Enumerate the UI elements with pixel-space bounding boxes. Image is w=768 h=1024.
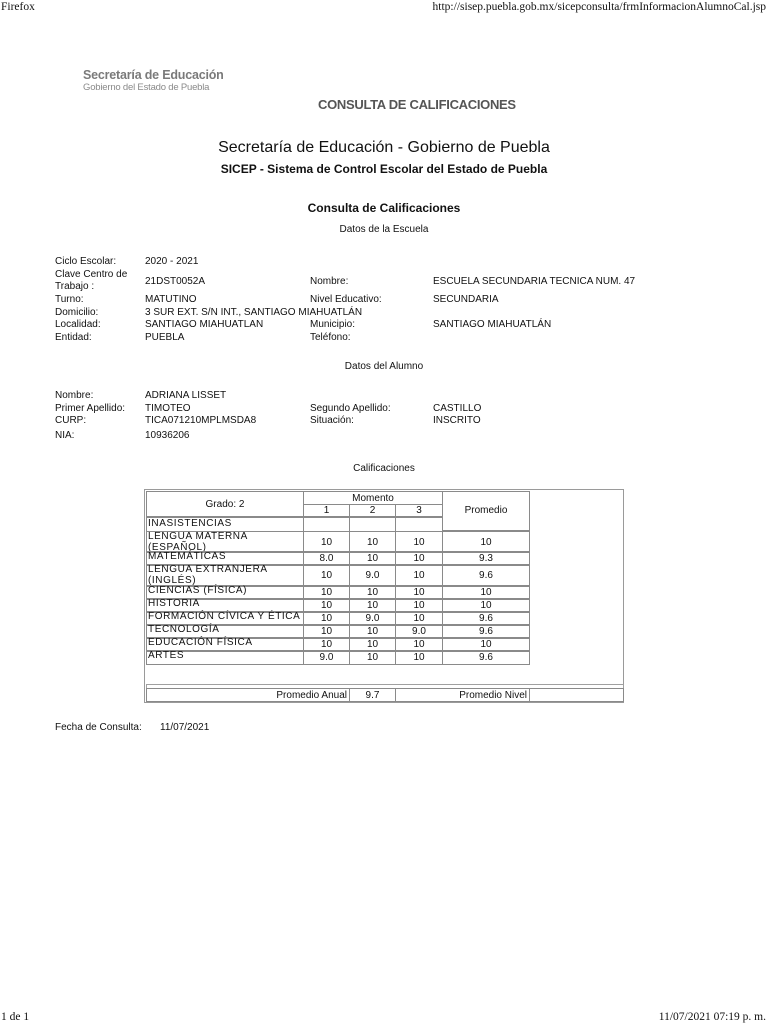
print-browser-name: Firefox [1,1,35,13]
promedio-value: 10 [480,600,492,611]
promedio-value: 10 [480,639,492,650]
momento-2-label: 2 [369,505,376,516]
momento-2-header [349,504,396,517]
grade-value: 10 [320,639,333,650]
domicilio-label: Domicilio: [55,307,99,318]
grade-value: 10 [413,652,425,663]
promedio-anual-cell [349,688,396,702]
subject-name: MATEMÁTICAS [148,551,227,562]
entidad-value: PUEBLA [145,332,185,343]
grade-value: 10 [413,537,425,548]
print-timestamp: 11/07/2021 07:19 p. m. [658,1011,766,1023]
promedio-cell [442,650,530,665]
momento-3-header [395,504,443,517]
consulta-label: Fecha de Consulta: [55,722,142,733]
ciclo-value: 2020 - 2021 [145,256,199,267]
apellido2-label: Segundo Apellido: [310,403,391,414]
promedio-anual-value: 9.7 [365,690,380,701]
localidad-label: Localidad: [55,319,101,330]
subject-name: LENGUA EXTRANJERA [148,564,268,575]
page-banner: CONSULTA DE CALIFICACIONES [318,97,516,112]
subject-name: ARTES [148,650,185,661]
grade-value: 10 [320,600,333,611]
grade-cell [303,650,350,665]
promedio-nivel-label-cell [395,688,530,702]
clave-label-line2: Trabajo : [55,281,95,292]
subject-name: LENGUA MATERNA [148,531,248,542]
grade-value: 9.0 [365,613,380,624]
subject-cell [146,564,304,587]
grade-value: 9.0 [319,652,334,663]
subject-cell [146,531,304,553]
school-heading: Datos de la Escuela [339,224,429,235]
logo-subtitle: Gobierno del Estado de Puebla [83,82,210,93]
municipio-value: SANTIAGO MIAHUATLÁN [433,319,552,330]
grado-label: Grado: 2 [205,499,245,510]
grades-heading: Calificaciones [353,463,415,474]
grade-value: 10 [413,553,425,564]
inasistencias-cell-3 [395,517,443,532]
page-subtitle: SICEP - Sistema de Control Escolar del Estado de Puebla [220,162,548,176]
promedio-value: 9.6 [479,626,493,637]
promedio-cell [442,531,530,553]
school-name-label: Nombre: [310,276,349,287]
grade-value: 10 [366,553,379,564]
grade-value: 10 [320,626,333,637]
promedio-nivel-cell [529,688,624,702]
situacion-value: INSCRITO [433,415,481,426]
promedio-value: 9.6 [479,652,493,663]
grade-cell [349,650,396,665]
apellido1-value: TIMOTEO [145,403,191,414]
promedio-value: 10 [480,537,492,548]
grade-cell [349,531,396,553]
turno-value: MATUTINO [145,294,197,305]
grades-table [144,489,624,703]
momento-label: Momento [352,493,394,504]
telefono-label: Teléfono: [310,332,351,343]
grade-cell [395,531,443,553]
grade-cell [303,564,350,587]
subject-name: HISTORIA [148,598,200,609]
grade-value: 9.0 [365,570,380,581]
momento-1-label: 1 [323,505,330,516]
localidad-value: SANTIAGO MIAHUATLAN [145,319,264,330]
grade-value: 10 [366,652,379,663]
domicilio-value: 3 SUR EXT. S/N INT., SANTIAGO MIAHUATLÁN [145,307,363,318]
curp-label: CURP: [55,415,87,426]
print-url: http://sisep.puebla.gob.mx/sicepconsulta/frmInformacionAlumnoCal.jsp [432,1,766,13]
turno-label: Turno: [55,294,84,305]
grade-cell [349,564,396,587]
grade-value: 10 [366,587,379,598]
clave-label-line1: Clave Centro de [55,269,128,280]
promedio-value: 9.6 [479,613,493,624]
grade-value: 8.0 [319,553,334,564]
subject-name-line2: (INGLÉS) [148,575,197,586]
situacion-label: Situación: [310,415,354,426]
grade-value: 10 [320,537,333,548]
inasistencias-row [146,517,304,532]
promedio-cell [442,564,530,587]
inasistencias-cell-1 [303,517,350,532]
apellido2-value: CASTILLO [433,403,482,414]
grado-header [146,491,304,517]
subject-cell [146,650,304,665]
grade-value: 10 [366,639,379,650]
grade-value: 10 [320,613,333,624]
inasistencias-cell-2 [349,517,396,532]
grade-value: 10 [320,587,333,598]
section-title: Consulta de Calificaciones [307,201,461,215]
promedio-label: Promedio [464,505,508,516]
grade-value: 9.0 [412,626,426,637]
nia-value: 10936206 [145,430,190,441]
nivel-value: SECUNDARIA [433,294,499,305]
apellido1-label: Primer Apellido: [55,403,126,414]
entidad-label: Entidad: [55,332,92,343]
student-heading: Datos del Alumno [344,361,424,372]
promedio-value: 9.3 [479,553,493,564]
grade-value: 10 [413,613,425,624]
promedio-header [442,491,530,531]
grade-cell [395,650,443,665]
subject-name: CIENCIAS (FÍSICA) [148,585,248,596]
promedio-anual-label-cell [146,688,350,702]
nia-label: NIA: [55,430,75,441]
grade-cell [303,531,350,553]
grade-value: 10 [366,537,379,548]
nivel-label: Nivel Educativo: [310,294,382,305]
logo-title: Secretaría de Educación [83,68,224,82]
promedio-value: 10 [480,587,492,598]
page-title: Secretaría de Educación - Gobierno de Puebla [218,139,550,156]
promedio-nivel-label: Promedio Nivel [459,690,527,701]
momento-1-header [303,504,350,517]
grade-cell [395,564,443,587]
grade-value: 10 [320,570,333,581]
subject-name: EDUCACIÓN FÍSICA [148,637,253,648]
clave-value: 21DST0052A [145,276,206,287]
student-name-value: ADRIANA LISSET [145,390,227,401]
school-name-value: ESCUELA SECUNDARIA TECNICA NUM. 47 [433,276,636,287]
grade-value: 10 [413,587,425,598]
inasistencias-label: INASISTENCIAS [148,518,232,529]
grade-value: 10 [413,639,425,650]
grade-value: 10 [366,626,379,637]
subject-name: FORMACIÓN CÍVICA Y ÉTICA [148,611,301,622]
municipio-label: Municipio: [310,319,356,330]
grade-value: 10 [413,570,425,581]
subject-name-line2: (ESPAÑOL) [148,542,207,553]
grade-value: 10 [366,600,379,611]
momento-3-label: 3 [416,505,422,516]
momento-header [303,491,443,505]
curp-value: TICA071210MPLMSDA8 [145,415,257,426]
consulta-date: 11/07/2021 [160,722,210,733]
print-page-number: 1 de 1 [1,1011,30,1023]
grade-value: 10 [413,600,425,611]
ciclo-label: Ciclo Escolar: [55,256,117,267]
student-name-label: Nombre: [55,390,94,401]
subject-name: TECNOLOGÍA [148,624,220,635]
promedio-anual-label: Promedio Anual [276,690,347,701]
promedio-value: 9.6 [479,570,493,581]
